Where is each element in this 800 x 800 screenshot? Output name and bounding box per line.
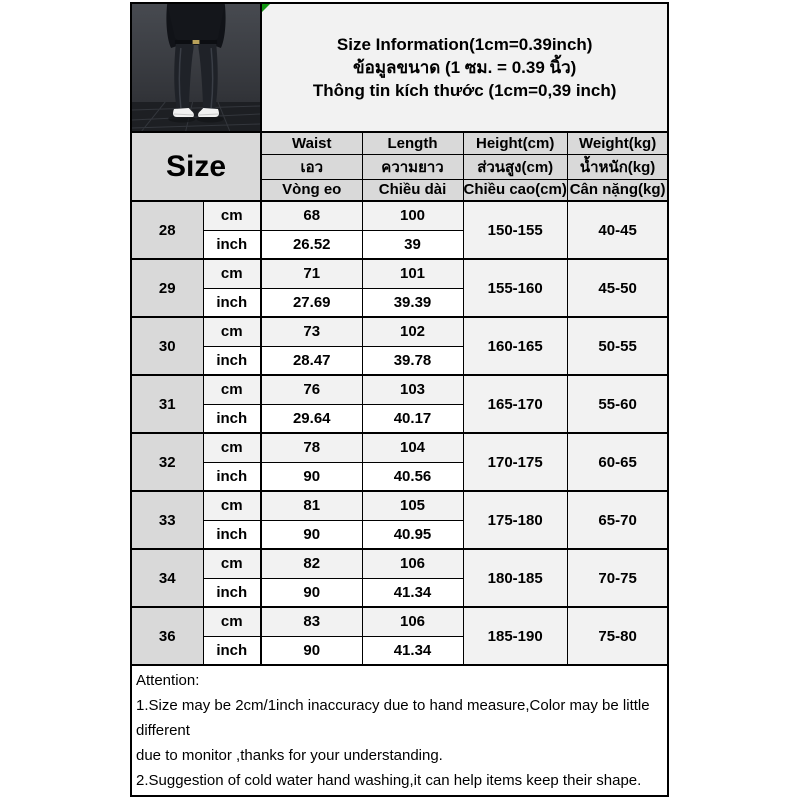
unit-label-inch: inch — [203, 520, 261, 549]
col-header-waist-en: Waist — [261, 132, 362, 154]
size-value: 28 — [131, 201, 203, 259]
length-cm-value: 106 — [362, 607, 463, 636]
length-inch-value: 40.95 — [362, 520, 463, 549]
col-header-weight-en: Weight(kg) — [567, 132, 668, 154]
unit-label-inch: inch — [203, 230, 261, 259]
waist-cm-value: 83 — [261, 607, 362, 636]
length-inch-value: 40.17 — [362, 404, 463, 433]
waist-inch-value: 26.52 — [261, 230, 362, 259]
unit-label-cm: cm — [203, 317, 261, 346]
height-range: 155-160 — [463, 259, 567, 317]
product-photo — [132, 4, 260, 131]
size-value: 33 — [131, 491, 203, 549]
col-header-length-en: Length — [362, 132, 463, 154]
table-row — [131, 259, 668, 288]
length-inch-value: 41.34 — [362, 636, 463, 665]
table-row — [131, 491, 668, 520]
table-row — [131, 607, 668, 636]
weight-range: 60-65 — [567, 433, 668, 491]
unit-label-cm: cm — [203, 491, 261, 520]
length-cm-value: 100 — [362, 201, 463, 230]
col-header-length-th: ความยาว — [362, 154, 463, 179]
height-range: 160-165 — [463, 317, 567, 375]
unit-label-inch: inch — [203, 462, 261, 491]
col-header-weight-th: น้ำหนัก(kg) — [567, 154, 668, 179]
waist-inch-value: 90 — [261, 462, 362, 491]
weight-range: 45-50 — [567, 259, 668, 317]
waist-cm-value: 82 — [261, 549, 362, 578]
waist-cm-value: 71 — [261, 259, 362, 288]
waist-inch-value: 90 — [261, 520, 362, 549]
weight-range: 70-75 — [567, 549, 668, 607]
length-cm-value: 101 — [362, 259, 463, 288]
unit-label-cm: cm — [203, 375, 261, 404]
waist-cm-value: 73 — [261, 317, 362, 346]
weight-range: 50-55 — [567, 317, 668, 375]
size-value: 34 — [131, 549, 203, 607]
table-row — [131, 433, 668, 462]
unit-label-inch: inch — [203, 404, 261, 433]
table-row — [131, 375, 668, 404]
title-english: Size Information(1cm=0.39inch) — [336, 35, 593, 54]
waist-cm-value: 78 — [261, 433, 362, 462]
attention-row — [131, 665, 668, 796]
waist-inch-value: 90 — [261, 636, 362, 665]
unit-label-inch: inch — [203, 346, 261, 375]
unit-label-cm: cm — [203, 433, 261, 462]
size-value: 32 — [131, 433, 203, 491]
size-information-header — [261, 3, 668, 132]
size-information-table — [130, 2, 669, 797]
weight-range: 65-70 — [567, 491, 668, 549]
table-row — [131, 317, 668, 346]
unit-label-cm: cm — [203, 549, 261, 578]
weight-range: 55-60 — [567, 375, 668, 433]
height-range: 185-190 — [463, 607, 567, 665]
unit-label-inch: inch — [203, 288, 261, 317]
length-inch-value: 40.56 — [362, 462, 463, 491]
height-range: 150-155 — [463, 201, 567, 259]
length-cm-value: 103 — [362, 375, 463, 404]
waist-cm-value: 76 — [261, 375, 362, 404]
jeans-photo-illustration — [132, 4, 260, 131]
title-vietnamese: Thông tin kích thước (1cm=0,39 inch) — [312, 81, 617, 100]
header-row-english — [131, 132, 668, 154]
unit-label-inch: inch — [203, 578, 261, 607]
attention-line-1: 1.Size may be 2cm/1inch inaccuracy due to hand measure,Color may be little different — [136, 697, 650, 739]
attention-line-2: due to monitor ,thanks for your understanding. — [136, 747, 443, 764]
size-value: 30 — [131, 317, 203, 375]
unit-label-cm: cm — [203, 201, 261, 230]
col-header-length-vi: Chiều dài — [362, 179, 463, 201]
length-cm-value: 102 — [362, 317, 463, 346]
size-value: 31 — [131, 375, 203, 433]
length-inch-value: 39 — [362, 230, 463, 259]
green-corner-flag-icon — [262, 4, 270, 12]
col-header-waist-vi: Vòng eo — [261, 179, 362, 201]
height-range: 165-170 — [463, 375, 567, 433]
col-header-height-en: Height(cm) — [463, 132, 567, 154]
length-inch-value: 39.39 — [362, 288, 463, 317]
height-range: 175-180 — [463, 491, 567, 549]
size-value: 36 — [131, 607, 203, 665]
length-inch-value: 41.34 — [362, 578, 463, 607]
attention-heading: Attention: — [136, 672, 200, 689]
product-photo-cell — [131, 3, 261, 132]
weight-range: 40-45 — [567, 201, 668, 259]
table-row — [131, 201, 668, 230]
waist-inch-value: 27.69 — [261, 288, 362, 317]
height-range: 170-175 — [463, 433, 567, 491]
attention-note — [131, 665, 668, 796]
length-cm-value: 105 — [362, 491, 463, 520]
size-corner-label: Size — [131, 132, 261, 201]
col-header-weight-vi: Cân nặng(kg) — [567, 179, 668, 201]
attention-line-3: 2.Suggestion of cold water hand washing,it can help items keep their shape. — [136, 772, 642, 789]
title-row — [131, 3, 668, 132]
length-cm-value: 104 — [362, 433, 463, 462]
col-header-height-vi: Chiều cao(cm) — [463, 179, 567, 201]
waist-cm-value: 81 — [261, 491, 362, 520]
waist-cm-value: 68 — [261, 201, 362, 230]
unit-label-cm: cm — [203, 259, 261, 288]
height-range: 180-185 — [463, 549, 567, 607]
waist-inch-value: 28.47 — [261, 346, 362, 375]
col-header-height-th: ส่วนสูง(cm) — [463, 154, 567, 179]
waist-inch-value: 90 — [261, 578, 362, 607]
weight-range: 75-80 — [567, 607, 668, 665]
length-cm-value: 106 — [362, 549, 463, 578]
col-header-waist-th: เอว — [261, 154, 362, 179]
size-value: 29 — [131, 259, 203, 317]
waist-inch-value: 29.64 — [261, 404, 362, 433]
title-thai: ข้อมูลขนาด (1 ซม. = 0.39 นิ้ว) — [353, 58, 577, 77]
unit-label-cm: cm — [203, 607, 261, 636]
table-row — [131, 549, 668, 578]
unit-label-inch: inch — [203, 636, 261, 665]
length-inch-value: 39.78 — [362, 346, 463, 375]
